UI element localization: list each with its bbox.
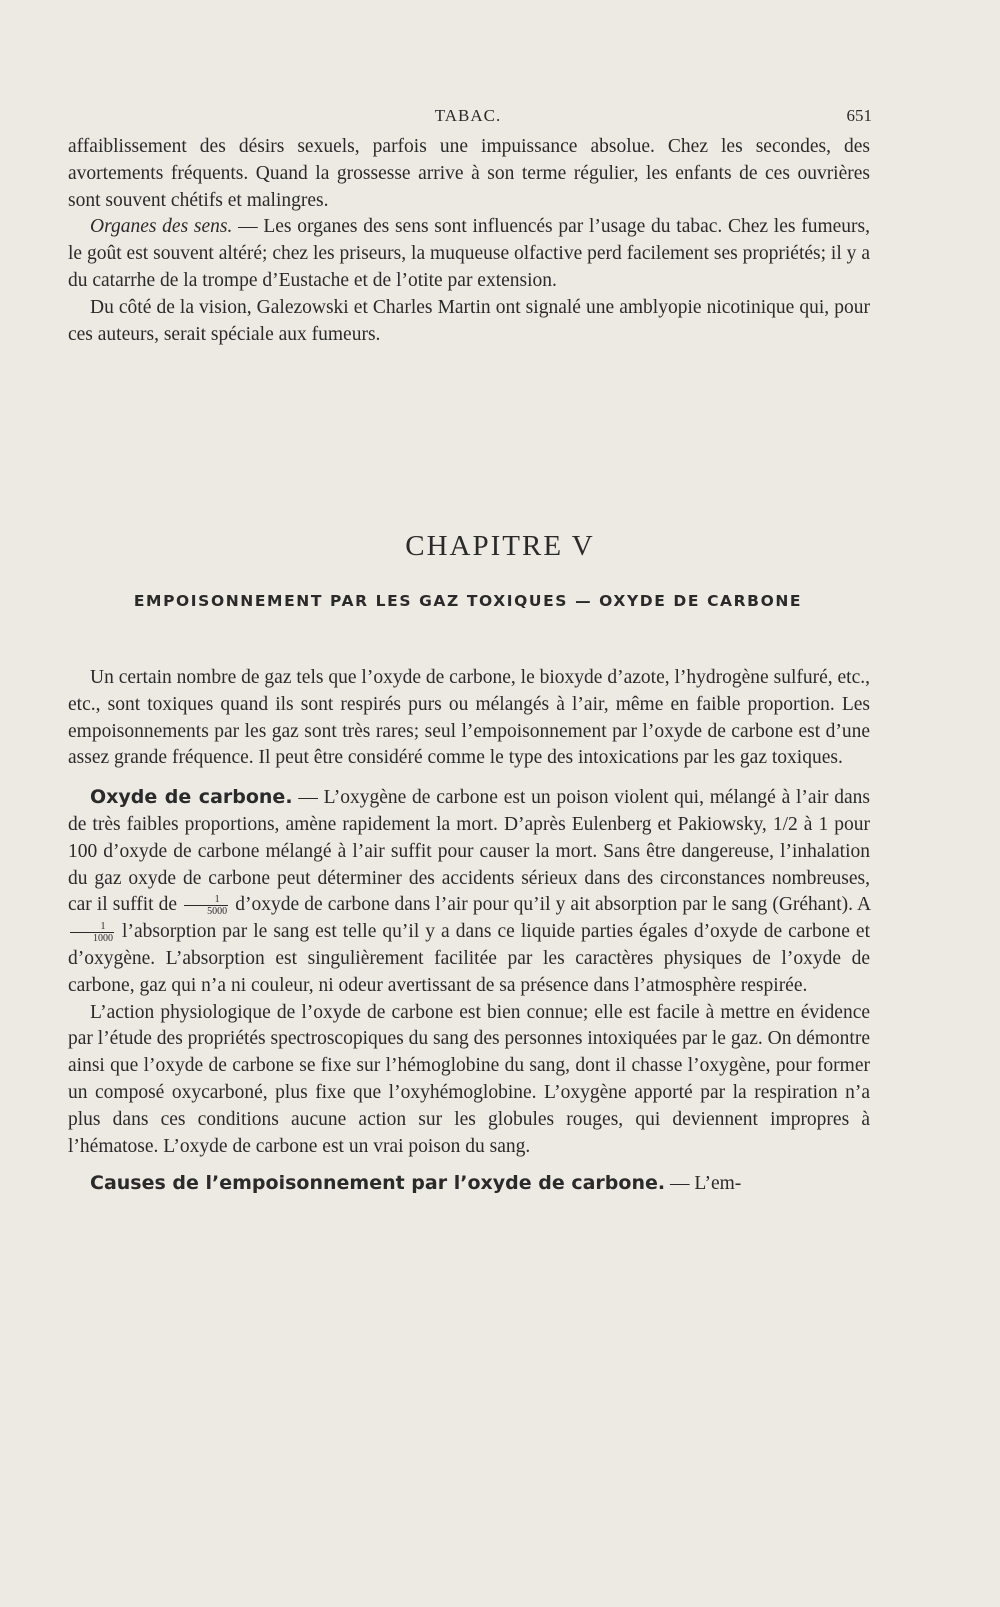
run-in-heading-oxyde: Oxyde de carbone. — [90, 786, 293, 809]
page-number: 651 — [846, 106, 872, 125]
paragraph-vision: Du côté de la vision, Galezowski et Charles Martin ont signalé une amblyopie nicotinique qui, pour ces auteurs, serait spéciale aux fumeurs. — [68, 296, 870, 345]
fraction-numerator: 1 — [70, 921, 114, 933]
running-title: TABAC. — [434, 106, 502, 125]
run-in-heading-causes: Causes de l’empoisonnement par l’oxyde de carbone. — [90, 1172, 666, 1195]
chapter-title: CHAPITRE V — [405, 530, 595, 562]
paragraph-intro-gaz: Un certain nombre de gaz tels que l’oxyde de carbone, le bioxyde d’azote, l’hydrogène sulfuré, etc., etc., sont toxiques quand ils sont respirés purs ou mélangés à l’air, même en faible proportion. Les empoisonnements par les gaz sont très rares; seul l’empoisonnement par l’oxyde de carbone est d’une assez grande fréquence. Il peut être considéré comme le type des intoxications par les gaz toxiques. — [68, 667, 870, 769]
paragraph-organes-body: — Les organes des sens sont influencés par l’usage du tabac. Chez les fumeurs, le goût est souvent altéré; chez les priseurs, la muqueuse olfactive perd facilement ses propriétés; il y a du catarrhe de la trompe d’Eustache et de l’otite par extension. — [68, 216, 870, 291]
fraction-denominator: 1000 — [93, 933, 113, 945]
paragraph-organes-des-sens — [68, 214, 870, 294]
fraction-one-thousandth — [70, 921, 114, 944]
paragraph-action-physiologique: L’action physiologique de l’oxyde de carbone est bien connue; elle est facile à mettre en évidence par l’étude des propriétés spectroscopiques du sang des personnes intoxiquées par le gaz. On démontre ainsi que l’oxyde de carbone se fixe sur l’hémoglobine du sang, dont il chasse l’oxygène, pour former un composé oxycarboné, plus fixe que l’oxyhémoglobine. L’oxygène apporté par la respiration n’a plus dans ces conditions aucune action sur les globules rouges, qui deviennent impropres à l’hématose. L’oxyde de carbone est un vrai poison du sang. — [68, 1001, 870, 1157]
page-header — [68, 106, 872, 128]
paragraph-causes — [68, 1170, 870, 1198]
paragraph-oxyde-part-3: l’absorption par le sang est telle qu’il y a dans ce liquide parties égales d’oxyde de carbone et d’oxygène. L’absorption est singulièrement facilitée par les caractères physiques de l’oxyde de carbone, gaz qui n’a ni couleur, ni odeur avertissant de sa présence dans l’atmosphère respirée. — [68, 921, 870, 996]
fraction-numerator: 1 — [184, 894, 228, 906]
paragraph-oxyde-part-1: — L’oxygène de carbone est un poison violent qui, mélangé à l’air dans de très faibles proportions, amène rapidement la mort. D’après Eulenberg et Pakiowsky, 1/2 à 1 pour 100 d’oxyde de carbone mélangé à l’air suffit pour causer la mort. Sans être dangereuse, l’inhalation du gaz oxyde de carbone peut déterminer des accidents sérieux dans des circonstances nombreuses, car il suffit de — [68, 787, 870, 916]
paragraph-oxyde-part-2: d’oxyde de carbone dans l’air pour qu’il y ait absorption par le sang (Gréhant). A — [230, 894, 871, 916]
section-gaz-toxiques — [68, 665, 870, 1198]
paragraph-oxyde-de-carbone — [68, 784, 870, 999]
paragraph-sexual-effects: affaiblissement des désirs sexuels, parfois une impuissance absolue. Chez les secondes, des avortements fréquents. Quand la grossesse arrive à son terme régulier, les enfants de ces ouvrières sont souvent chétifs et malingres. — [68, 136, 870, 211]
paragraph-causes-body: — L’em- — [665, 1173, 742, 1195]
fraction-denominator: 5000 — [207, 906, 228, 918]
chapter-subtitle: EMPOISONNEMENT PAR LES GAZ TOXIQUES — OXYDE DE CARBONE — [133, 592, 803, 610]
fraction-one-five-thousandth — [184, 894, 228, 917]
section-tabac-end — [68, 134, 870, 348]
run-in-heading-organes: Organes des sens. — [90, 216, 233, 238]
